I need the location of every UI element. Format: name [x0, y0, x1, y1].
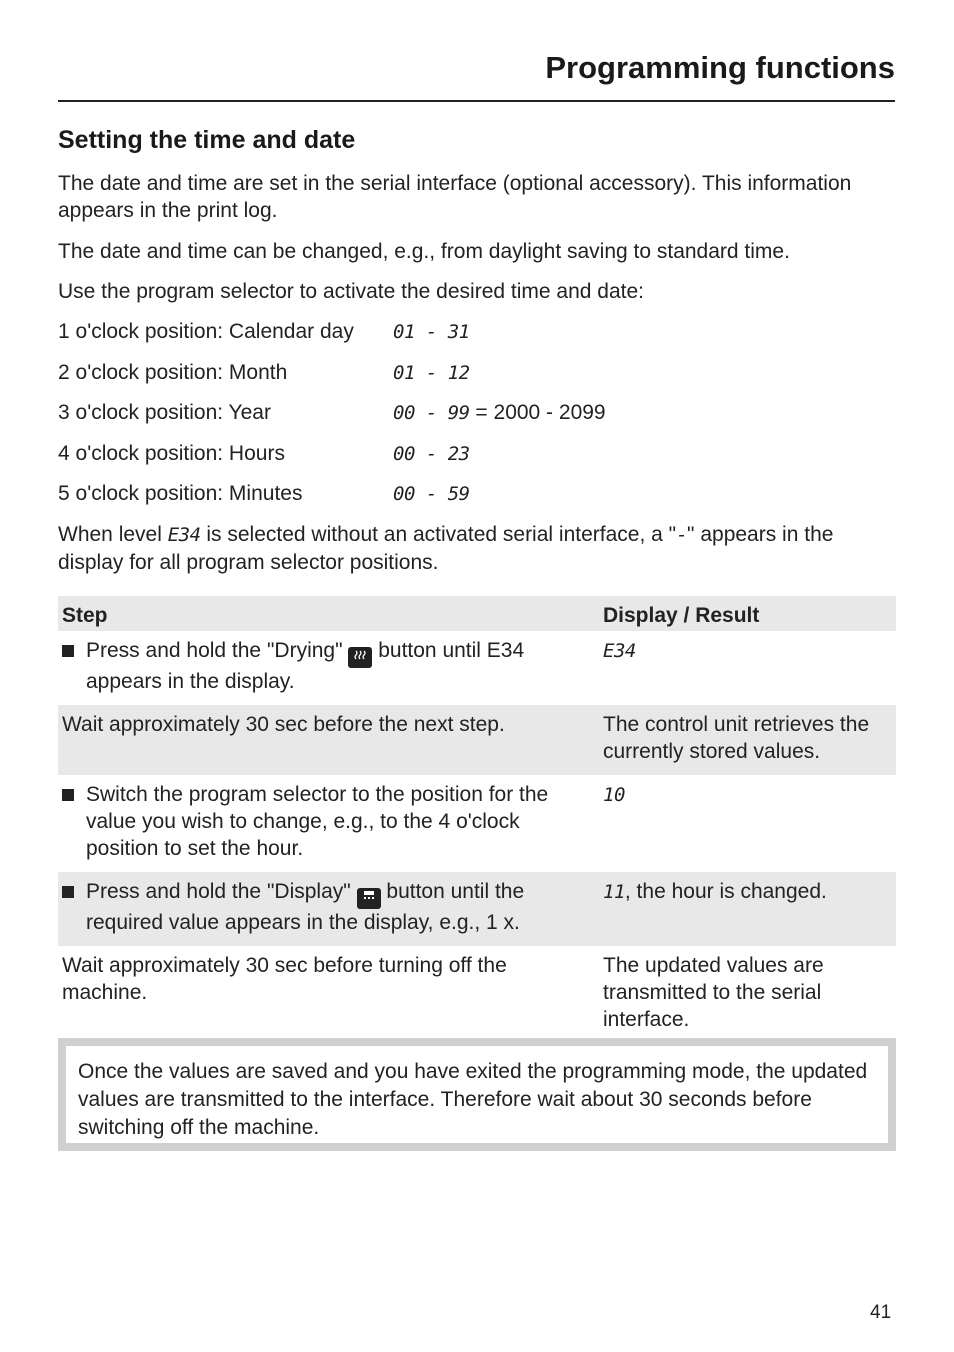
intro-paragraph-3: Use the program selector to activate the desired time and date: — [58, 280, 644, 303]
page-header-title: Programming functions — [545, 50, 895, 85]
bullet-square-icon — [62, 886, 74, 898]
bullet-square-icon — [62, 645, 74, 657]
display-button-icon — [357, 888, 381, 909]
e34-note-paragraph: When level E34 is selected without an activated serial interface, a "-" appears in the display for all program selector positions. — [58, 523, 834, 574]
position-label: 5 o'clock position: Minutes — [58, 482, 303, 505]
table-row — [58, 946, 896, 1043]
bullet-square-icon — [62, 789, 74, 801]
section-title: Setting the time and date — [58, 126, 356, 154]
table-row — [58, 705, 896, 775]
intro-paragraph-2: The date and time can be changed, e.g., from daylight saving to standard time. — [58, 240, 790, 263]
position-label: 3 o'clock position: Year — [58, 401, 271, 424]
position-label: 2 o'clock position: Month — [58, 361, 288, 384]
header-divider — [58, 100, 895, 102]
step-cell: Wait approximately 30 sec before turning off the machine. — [62, 954, 507, 1004]
result-cell: The updated values are transmitted to the serial interface. — [603, 954, 824, 1031]
step-cell: Wait approximately 30 sec before the next step. — [58, 705, 599, 775]
step-cell: Press and hold the "Display" button until the required value appears in the display, e.g., 1 x. — [58, 872, 599, 946]
step-cell: Switch the program selector to the position for the value you wish to change, e.g., to the 4 o'clock position to set the hour. — [58, 775, 599, 872]
position-label: 4 o'clock position: Hours — [58, 442, 285, 465]
position-value: 00 - 99 = 2000 - 2099 — [393, 401, 606, 424]
table-header-row — [58, 596, 896, 631]
column-header-step: Step — [58, 596, 599, 631]
position-value: 01 - 31 — [393, 321, 470, 343]
position-value: 01 - 12 — [393, 362, 470, 384]
note-box: Once the values are saved and you have exited the programming mode, the updated values are transmitted to the interface. Therefore wait about 30 seconds before switching off the machine. — [58, 1038, 896, 1151]
position-label: 1 o'clock position: Calendar day — [58, 320, 354, 343]
result-cell: 11, the hour is changed. — [599, 872, 896, 946]
result-cell: 10 — [603, 784, 625, 806]
table-row — [58, 631, 896, 705]
position-value: 00 - 23 — [393, 443, 470, 465]
intro-paragraph-1: The date and time are set in the serial interface (optional accessory). This information appears in the print log. — [58, 172, 852, 222]
step-cell: Press and hold the "Drying" button until E34 appears in the display. — [58, 631, 599, 705]
table-row — [58, 775, 896, 872]
column-header-result: Display / Result — [599, 596, 896, 631]
result-cell: E34 — [603, 640, 636, 662]
steps-table — [58, 596, 896, 1043]
page-number: 41 — [870, 1302, 892, 1323]
position-value: 00 - 59 — [393, 483, 470, 505]
result-cell: The control unit retrieves the currently stored values. — [599, 705, 896, 775]
drying-button-icon — [348, 647, 372, 668]
table-row — [58, 872, 896, 946]
